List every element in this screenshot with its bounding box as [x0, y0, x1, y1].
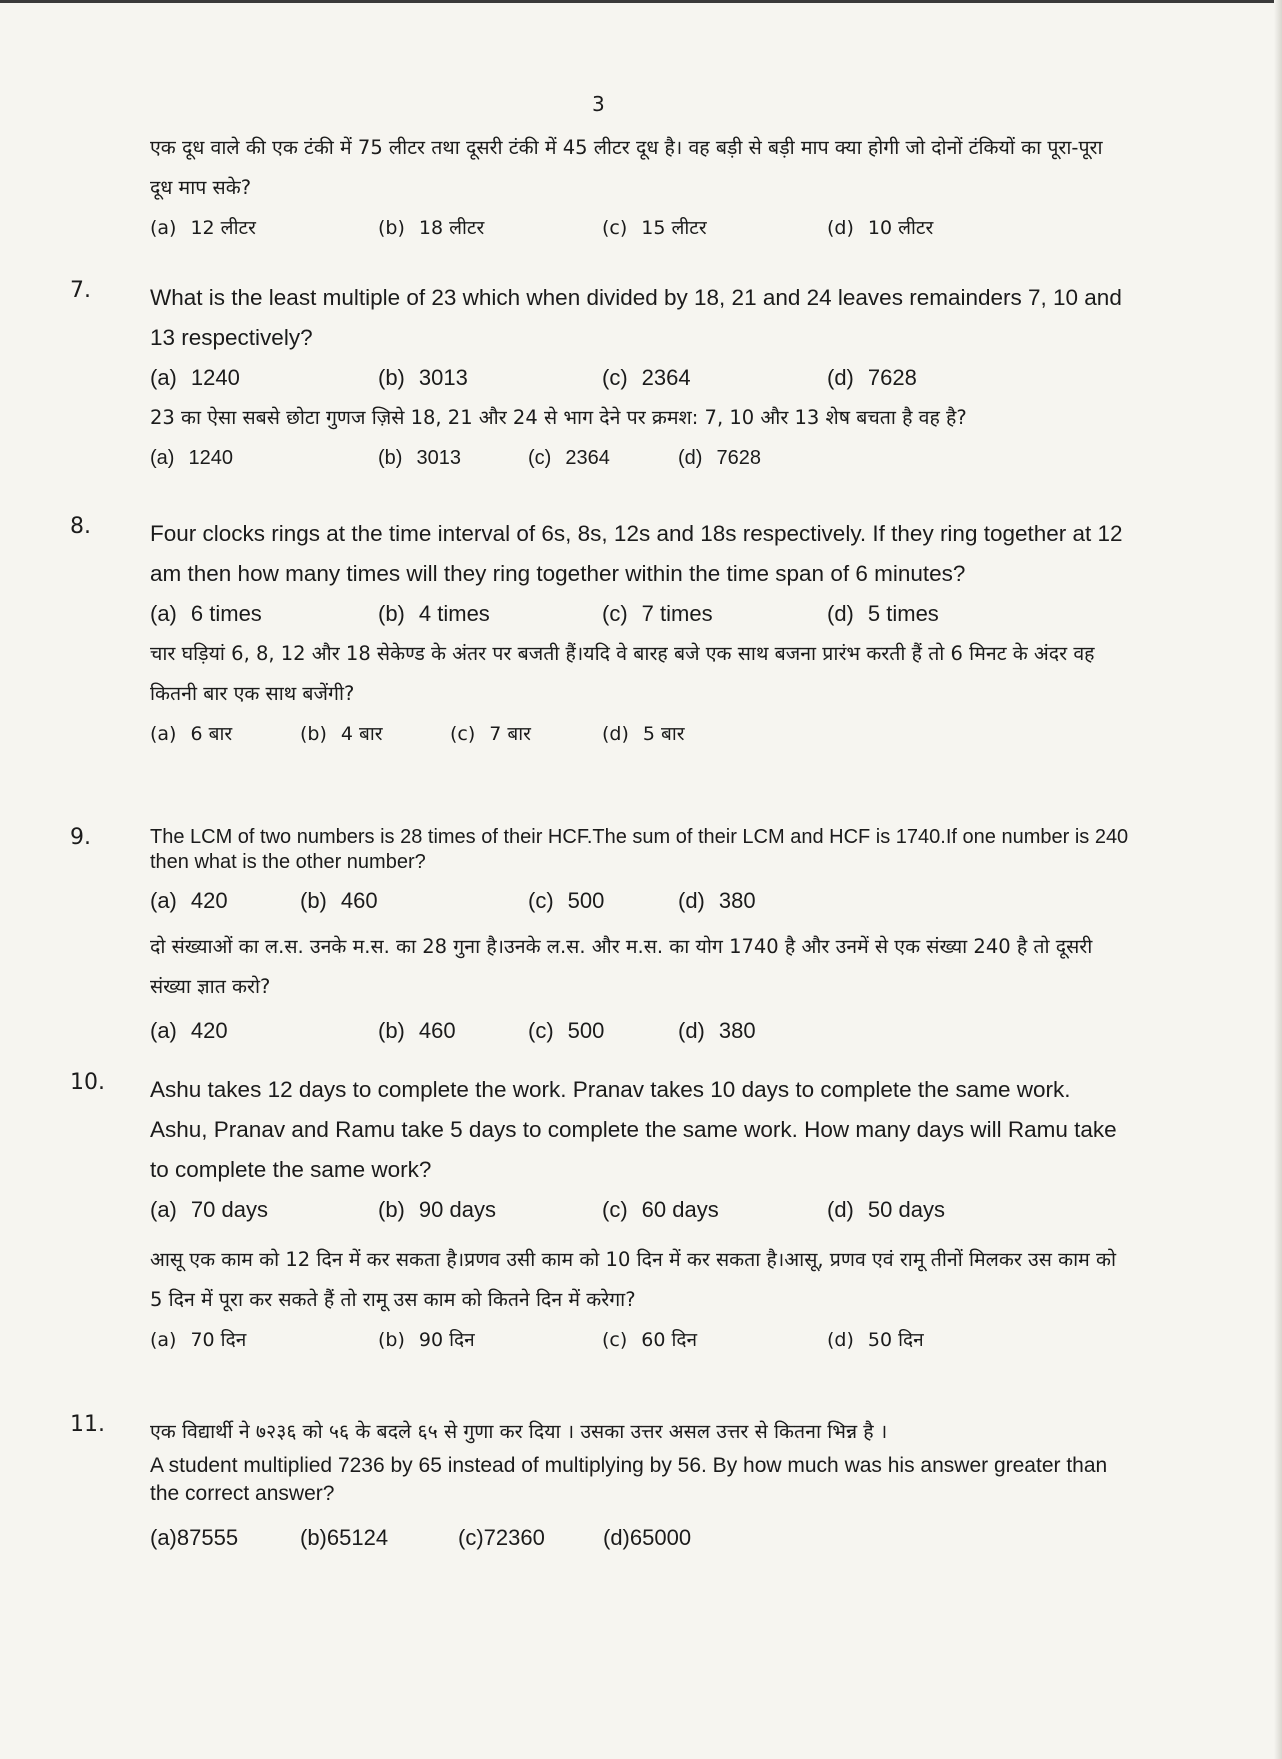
page-number: 3 — [592, 92, 605, 116]
options-row-english — [150, 1190, 1130, 1230]
question-text-hindi: एक विद्यार्थी ने ७२३६ को ५६ के बदले ६५ से गुणा कर दिया । उसका उत्तर असल उत्तर से कितना भिन्न है । — [150, 1420, 888, 1443]
option-c: (c) 2364 — [528, 447, 610, 469]
option-a: (a) 1240 — [150, 365, 240, 390]
question-11 — [70, 1412, 1130, 1558]
options-row-english — [150, 594, 1130, 634]
option-d: (d) 7628 — [827, 365, 917, 390]
question-10 — [70, 1070, 1130, 1360]
question-text-hindi: आसू एक काम को 12 दिन में कर सकता है।प्रणव उसी काम को 10 दिन में कर सकता है।आसू, प्रणव एवं रामू तीनों मिलकर उस काम को 5 दिन में पूरा कर सकते हैं तो रामू उस काम को कितने दिन में करेगा? — [150, 1248, 1117, 1311]
question-9 — [70, 825, 1130, 1051]
option-c: (c) 500 — [528, 888, 605, 913]
option-d: (d) 50 days — [827, 1197, 945, 1222]
option-d: (d) 10 लीटर — [827, 217, 934, 239]
options-row — [150, 208, 1130, 248]
question-text-english: Four clocks rings at the time interval of 6s, 8s, 12s and 18s respectively. If they ring together at 12 am then how many times will they ring together within the time span of 6 minutes? — [150, 521, 1123, 586]
option-a: (a) 420 — [150, 1018, 228, 1043]
question-8 — [70, 514, 1130, 754]
page-edge-shadow — [1274, 0, 1282, 1759]
option-d: (d) 5 times — [827, 601, 939, 626]
option-c: (c) 60 days — [602, 1197, 719, 1222]
option-a: (a) 70 days — [150, 1197, 268, 1222]
option-a: (a) 12 लीटर — [150, 217, 256, 239]
option-d: (d)65000 — [603, 1525, 692, 1550]
option-c: (c)72360 — [458, 1525, 545, 1550]
question-text-hindi: 23 का ऐसा सबसे छोटा गुणज ज़िसे 18, 21 और 24 से भाग देने पर क्रमश: 7, 10 और 13 शेष बचता है वह है? — [150, 406, 967, 429]
option-d: (d) 5 बार — [602, 723, 685, 745]
options-row-hindi — [150, 1320, 1130, 1360]
option-a: (a)87555 — [150, 1525, 239, 1550]
option-d: (d) 50 दिन — [827, 1329, 924, 1351]
option-d: (d) 380 — [678, 1018, 756, 1043]
option-b: (b) 3013 — [378, 447, 461, 469]
question-number: 11. — [70, 1412, 105, 1437]
question-number: 10. — [70, 1070, 105, 1095]
option-c: (c) 2364 — [602, 365, 691, 390]
question-number: 8. — [70, 514, 91, 539]
option-b: (b) 4 बार — [300, 723, 383, 745]
option-a: (a) 1240 — [150, 447, 233, 469]
option-b: (b) 4 times — [378, 601, 490, 626]
options-row-hindi — [150, 1011, 1130, 1051]
options-row-hindi — [150, 438, 1130, 478]
question-number: 7. — [70, 278, 91, 303]
options-row-english — [150, 881, 1130, 921]
option-a: (a) 6 बार — [150, 723, 233, 745]
option-c: (c) 60 दिन — [602, 1329, 698, 1351]
option-d: (d) 7628 — [678, 447, 761, 469]
options-row-english — [150, 1518, 1130, 1558]
question-text-hindi: चार घड़ियां 6, 8, 12 और 18 सेकेण्ड के अंतर पर बजती हैं।यदि वे बारह बजे एक साथ बजना प्रारंभ करती हैं तो 6 मिनट के अंदर वह कितनी बार एक साथ बजेंगी? — [150, 642, 1095, 705]
option-b: (b) 460 — [300, 888, 378, 913]
question-text-english: The LCM of two numbers is 28 times of their HCF.The sum of their LCM and HCF is 1740.If one number is 240 then what is the other number? — [150, 826, 1129, 873]
question-number: 9. — [70, 825, 91, 850]
options-row-english — [150, 358, 1130, 398]
option-c: (c) 15 लीटर — [602, 217, 707, 239]
question-text-english: A student multiplied 7236 by 65 instead of multiplying by 56. By how much was his answer greater than the correct answer? — [150, 1454, 1108, 1505]
option-c: (c) 500 — [528, 1018, 605, 1043]
option-a: (a) 6 times — [150, 601, 262, 626]
options-row-hindi — [150, 714, 1130, 754]
option-b: (b) 90 days — [378, 1197, 496, 1222]
question-text-hindi: दो संख्याओं का ल.स. उनके म.स. का 28 गुना है।उनके ल.स. और म.स. का योग 1740 है और उनमें से एक संख्या 240 है तो दूसरी संख्या ज्ञात करो? — [150, 935, 1093, 998]
question-text-english: Ashu takes 12 days to complete the work. Pranav takes 10 days to complete the same work. Ashu, Pranav and Ramu take 5 days to complete the same work. How many days will Ramu take to complete the same work? — [150, 1077, 1117, 1182]
option-c: (c) 7 बार — [450, 723, 531, 745]
option-c: (c) 7 times — [602, 601, 713, 626]
option-a: (a) 420 — [150, 888, 228, 913]
option-b: (b)65124 — [300, 1525, 389, 1550]
option-b: (b) 3013 — [378, 365, 468, 390]
question-text-hindi: एक दूध वाले की एक टंकी में 75 लीटर तथा दूसरी टंकी में 45 लीटर दूध है। वह बड़ी से बड़ी माप क्या होगी जो दोनों टंकियों का पूरा-पूरा दूध माप सके? — [150, 136, 1103, 199]
question-6-hindi — [70, 128, 1130, 248]
option-b: (b) 460 — [378, 1018, 456, 1043]
option-b: (b) 90 दिन — [378, 1329, 475, 1351]
option-b: (b) 18 लीटर — [378, 217, 485, 239]
option-a: (a) 70 दिन — [150, 1329, 247, 1351]
question-text-english: What is the least multiple of 23 which when divided by 18, 21 and 24 leaves remainders 7, 10 and 13 respectively? — [150, 285, 1122, 350]
question-7 — [70, 278, 1130, 478]
option-d: (d) 380 — [678, 888, 756, 913]
